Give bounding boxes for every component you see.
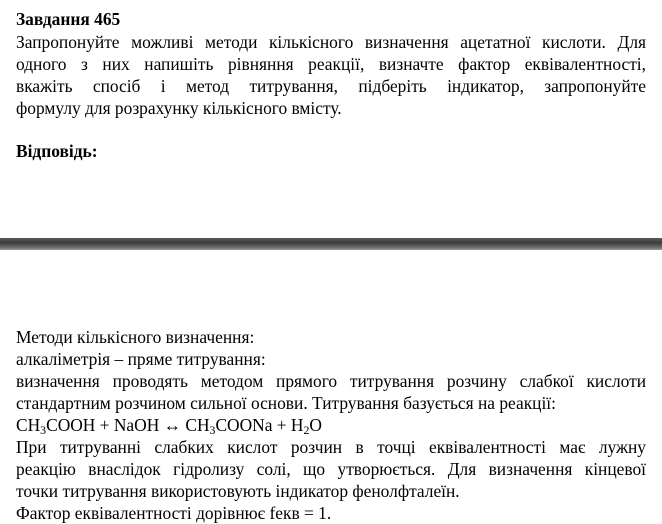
- page-bottom: [0, 250, 662, 524]
- answer-line-3: визначення проводять методом прямого титрування розчину слабкої кислоти: [16, 371, 646, 391]
- task-line-4: формулу для розрахунку кількісного вмісту.: [16, 98, 342, 118]
- equation-part-4: O: [309, 415, 322, 435]
- answer-line-6: реакцію внаслідок гідролизу солі, що утворюється. Для визначення кінцевої: [16, 459, 646, 479]
- equation-sub-2: 3: [209, 422, 216, 437]
- task-title: Завдання 465: [16, 9, 121, 29]
- answer-line-7: точки титрування використовують індикатор фенолфталеїн.: [16, 481, 460, 501]
- answer-line-alkalimetry: алкаліметрія – пряме титрування:: [16, 349, 266, 369]
- answer-line-methods: Методи кількісного визначення:: [16, 327, 255, 347]
- answer-line-5: При титруванні слабких кислот розчин в точці еквівалентності має лужну: [16, 437, 646, 457]
- equation-part-1: CH: [16, 415, 41, 435]
- equation-part-2: COOH + NaOH ↔ CH: [46, 415, 210, 435]
- equation-sub-1: 3: [40, 422, 47, 437]
- task-line-2: одного з них напишіть рівняння реакції, визначте фактор еквівалентності,: [16, 54, 646, 74]
- answer-label: Відповідь:: [16, 141, 98, 161]
- reaction-equation: [16, 414, 322, 436]
- page-break-separator: [0, 238, 662, 250]
- equation-sub-3: 2: [303, 422, 310, 437]
- equation-part-3: COONa + H: [215, 415, 304, 435]
- answer-line-8: Фактор еквівалентності дорівнює fекв = 1.: [16, 503, 332, 523]
- page-top: [0, 0, 662, 238]
- answer-line-4: стандартним розчином сильної основи. Титрування базується на реакції:: [16, 393, 556, 413]
- task-line-3: вкажіть спосіб і метод титрування, підберіть індикатор, запропонуйте: [16, 76, 646, 96]
- task-line-1: Запропонуйте можливі методи кількісного визначення ацетатної кислоти. Для: [16, 32, 646, 52]
